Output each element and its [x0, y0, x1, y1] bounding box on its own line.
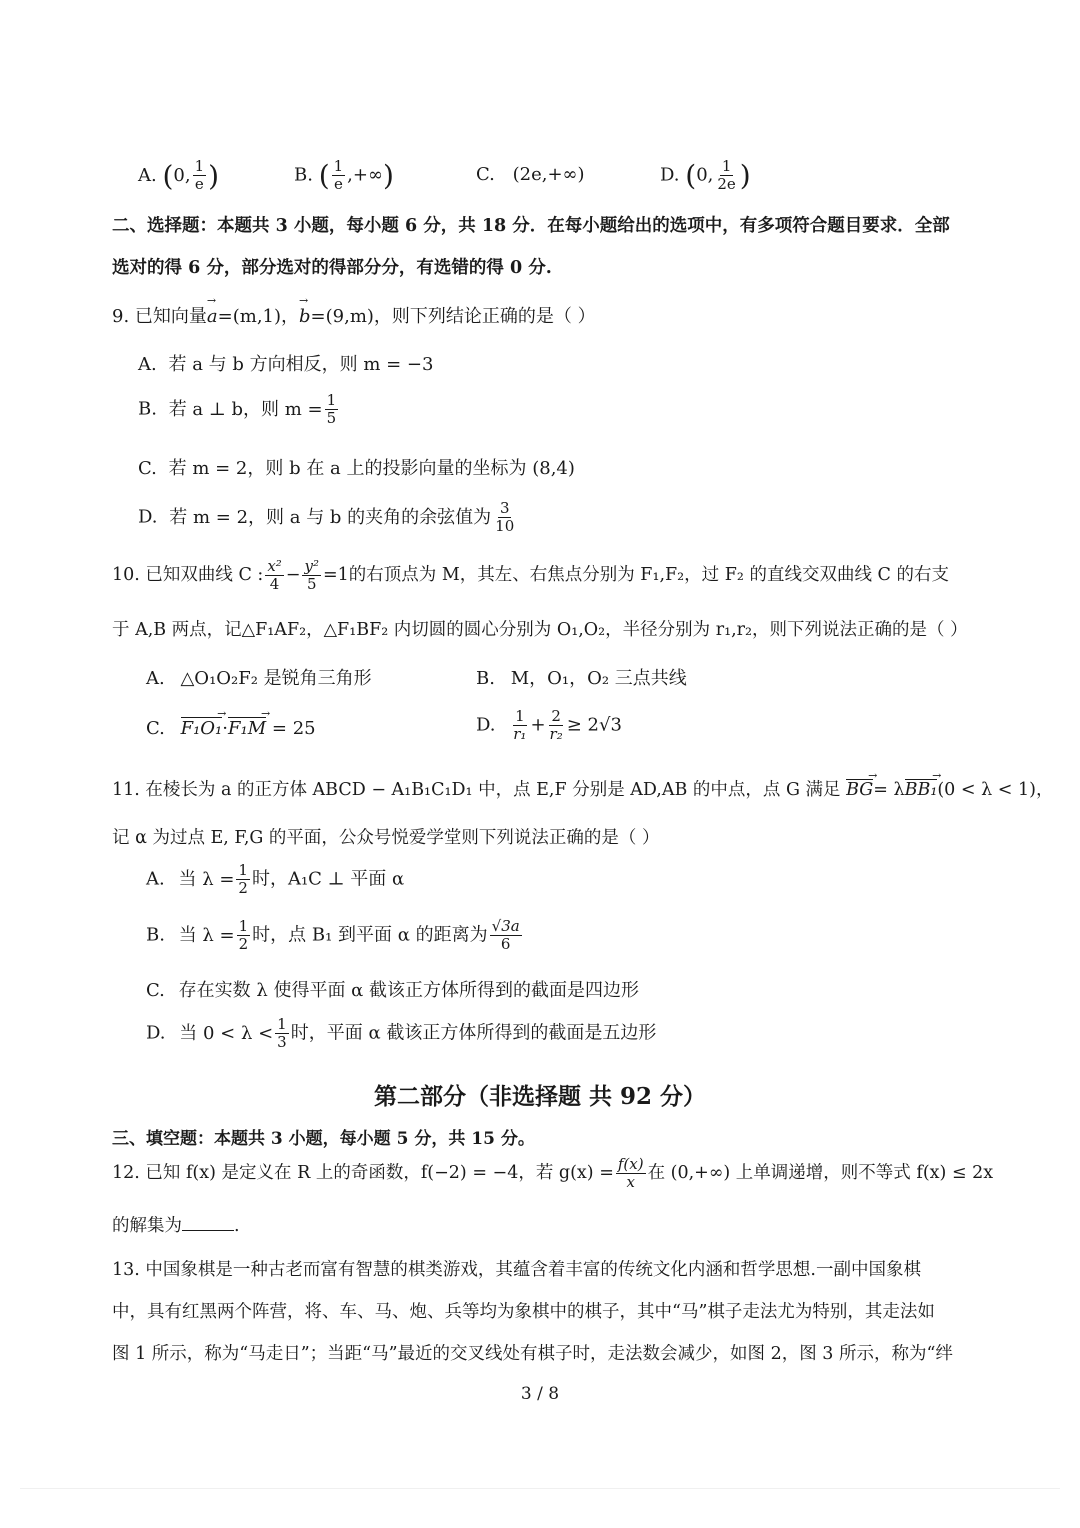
option-label: D.: [146, 1022, 166, 1044]
part2-title: 第二部分（非选择题 共 92 分）: [373, 1083, 707, 1110]
frac-den: r₁: [513, 725, 527, 743]
q11-option-a: [146, 862, 404, 897]
frac-den: 3: [277, 1033, 287, 1051]
q11-a-pre: 当 λ =: [178, 868, 235, 890]
q10-c-dot: ·: [222, 718, 229, 739]
q8-option-c: [476, 164, 585, 185]
frac-den: e: [333, 175, 343, 193]
q9-vec-b: → b: [299, 306, 311, 327]
q10-d-tail: ≥ 2√3: [566, 714, 622, 736]
q10-d-frac2: [548, 708, 565, 743]
q12-line2-end: .: [234, 1216, 240, 1236]
q8-a-value: 0,: [173, 164, 191, 186]
q8-option-d: D. (0, $\frac{1}{2e}$ ): [660, 157, 751, 193]
q10-stem: [112, 558, 949, 593]
q10-a-text: △O₁O₂F₂ 是锐角三角形: [180, 668, 372, 689]
q9-a-text: 若 a 与 b 方向相反，则 m = −3: [168, 354, 434, 375]
q12-stem-a: 12. 已知 f(x) 是定义在 R 上的奇函数，f(−2) = −4，若 g(x) =: [112, 1163, 614, 1183]
frac-num: y²: [304, 557, 319, 575]
q10-stem-b: =1的右顶点为 M，其左、右焦点分别为 F₁,F₂，过 F₂ 的直线交双曲线 C 的右支: [322, 565, 949, 585]
q10-minus: −: [285, 565, 301, 585]
q9-stem-a: 9. 已知向量: [112, 306, 207, 327]
frac-num: 3: [499, 499, 510, 517]
q10-d-plus: +: [530, 714, 546, 736]
q10-y-frac: [302, 558, 321, 593]
q10-c-tail: = 25: [271, 718, 316, 739]
q10-c-vec2: F₁M →: [228, 717, 266, 739]
bottom-divider: [20, 1488, 1060, 1489]
q10-option-a: [146, 664, 372, 690]
q11-c-text: 存在实数 λ 使得平面 α 截该正方体所得到的截面是四边形: [178, 980, 640, 1001]
frac-num: 1: [333, 157, 344, 175]
q12-line2-text: 的解集为: [112, 1216, 182, 1236]
answer-blank[interactable]: [182, 1230, 234, 1231]
frac-den: r₂: [549, 725, 563, 743]
q8-options: [138, 158, 219, 193]
option-label: C.: [146, 980, 165, 1001]
q8-c-value: (2e,+∞): [512, 164, 585, 185]
q10-b-text: M，O₁，O₂ 三点共线: [510, 668, 687, 689]
q11-d-pre: 当 0 < λ <: [179, 1022, 274, 1044]
q9-d-frac: [493, 500, 516, 535]
q11-option-b: [146, 918, 524, 953]
q10-option-d: [476, 708, 622, 743]
q9-option-c: [138, 454, 575, 480]
q11-b-frac2: [490, 918, 522, 953]
frac-num: x²: [267, 557, 282, 575]
frac-num: √3a: [491, 917, 520, 935]
option-label: B.: [476, 668, 495, 689]
frac-num: 1: [277, 1015, 287, 1033]
q13-line3: 图 1 所示，称为“马走日”；当距“马”最近的交叉线处有棋子时，走法数会减少，如图 2，图 3 所示，称为“绊: [112, 1344, 953, 1364]
option-label: C.: [476, 164, 495, 185]
frac-den: 2: [238, 879, 248, 897]
frac-num: f(x): [617, 1155, 644, 1173]
option-label: A.: [138, 354, 157, 375]
q11-vec-bb1: BB₁ →: [905, 779, 938, 800]
section2-line2: 选对的得 6 分，部分选对的得部分分，有选错的得 0 分.: [112, 258, 552, 278]
option-label: A.: [146, 868, 165, 890]
frac-den: 6: [500, 935, 511, 953]
option-label: B.: [146, 924, 165, 946]
q10-x-frac: [265, 558, 283, 593]
q12-line2: [112, 1212, 240, 1237]
frac-den: 5: [306, 575, 317, 593]
frac-den: 10: [495, 517, 515, 535]
q8-b-frac: [332, 158, 346, 193]
q10-line2: 于 A,B 两点，记△F₁AF₂，△F₁BF₂ 内切圆的圆心分别为 O₁,O₂，半径分别为 r₁,r₂，则下列说法正确的是（ ）: [112, 620, 968, 640]
q13-line1: 13. 中国象棋是一种古老而富有智慧的棋类游戏，其蕴含着丰富的传统文化内涵和哲学思想.一副中国象棋: [112, 1260, 921, 1280]
q10-c-vec1: F₁O₁ →: [181, 717, 223, 739]
q12-frac: [616, 1156, 646, 1191]
option-label: D.: [476, 714, 496, 736]
q10-d-frac1: [511, 708, 528, 743]
q9-option-b: [138, 392, 340, 427]
q9-c-text: 若 m = 2，则 b 在 a 上的投影向量的坐标为 (8,4): [168, 458, 575, 479]
q8-option-a: A. (0, $\frac{1}{e}$ ): [138, 157, 220, 193]
q11-stem-b: (0 < λ < 1)，: [937, 780, 1054, 800]
frac-den: 2: [238, 935, 249, 953]
q9-option-d: [138, 500, 518, 535]
q12-stem-b: 在 (0,+∞) 上单调递增，则不等式 f(x) ≤ 2x: [647, 1163, 994, 1183]
q9-option-a: [138, 350, 433, 376]
q12-stem: [112, 1156, 993, 1191]
frac-num: 1: [238, 861, 248, 879]
q8-a-frac: [193, 158, 207, 193]
q11-b-pre: 当 λ =: [178, 924, 235, 946]
frac-num: 2: [551, 707, 561, 725]
option-label: D.: [660, 164, 680, 186]
option-label: C.: [146, 718, 165, 739]
q11-b-frac: [237, 918, 251, 953]
q8-d-value: 0,: [696, 164, 714, 186]
section2-line1: 二、选择题：本题共 3 小题，每小题 6 分，共 18 分．在每小题给出的选项中，有多项符合题目要求．全部: [112, 216, 950, 236]
frac-den: e: [194, 175, 204, 193]
frac-den: x: [626, 1173, 635, 1191]
q11-a-frac: [236, 862, 250, 897]
frac-num: 1: [721, 157, 732, 175]
frac-num: 1: [238, 917, 249, 935]
q9-d-text: 若 m = 2，则 a 与 b 的夹角的余弦值为: [169, 506, 492, 528]
option-label: B.: [138, 398, 157, 420]
q10-option-b: [476, 664, 687, 690]
q11-eq: = λ: [873, 780, 905, 800]
q10-stem-a: 10. 已知双曲线 C :: [112, 565, 264, 585]
q9-b-frac: [325, 392, 339, 427]
frac-num: 1: [515, 707, 525, 725]
q11-d-frac: [275, 1016, 289, 1051]
q8-d-frac: [715, 158, 737, 193]
frac-den: 5: [326, 409, 337, 427]
q9-b-text: 若 a ⊥ b，则 m =: [168, 398, 323, 420]
page-number: 3 / 8: [520, 1384, 560, 1404]
frac-den: 4: [269, 575, 280, 593]
q9-stem-b: =(m,1)，: [217, 306, 300, 327]
q9-stem: [112, 302, 596, 328]
frac-den: 2e: [717, 175, 736, 193]
q9-stem-c: =(9,m)，则下列结论正确的是（ ）: [310, 306, 596, 327]
q11-option-d: [146, 1016, 656, 1051]
q11-a-post: 时，A₁C ⊥ 平面 α: [251, 868, 405, 890]
frac-num: 1: [326, 391, 337, 409]
q11-line2: 记 α 为过点 E, F,G 的平面，公众号悦爱学堂则下列说法正确的是（ ）: [112, 828, 660, 848]
q11-stem-a: 11. 在棱长为 a 的正方体 ABCD − A₁B₁C₁D₁ 中，点 E,F 分别是 AD,AB 的中点，点 G 满足: [112, 780, 841, 800]
option-label: B.: [294, 164, 313, 186]
option-label: A.: [138, 164, 157, 186]
q13-line2: 中，具有红黑两个阵营，将、车、马、炮、兵等均为象棋中的棋子，其中“马”棋子走法尤为特别，其走法如: [112, 1302, 935, 1322]
q11-stem: [112, 776, 1053, 801]
q11-b-post: 时，点 B₁ 到平面 α 的距离为: [252, 924, 488, 946]
option-label: C.: [138, 458, 157, 479]
option-label: A.: [146, 668, 165, 689]
q11-vec-bg: BG →: [846, 779, 873, 800]
q8-b-value: ,+∞: [347, 164, 383, 186]
q9-vec-a: → a: [207, 306, 218, 327]
q8-option-b: B. ( $\frac{1}{e}$ ,+∞): [294, 157, 394, 193]
q10-option-c: [146, 718, 316, 739]
frac-num: 1: [194, 157, 205, 175]
q11-option-c: [146, 976, 639, 1002]
q11-d-post: 时，平面 α 截该正方体所得到的截面是五边形: [290, 1022, 657, 1044]
section3-title: 三、填空题：本题共 3 小题，每小题 5 分，共 15 分。: [112, 1129, 535, 1149]
option-label: D.: [138, 506, 158, 528]
